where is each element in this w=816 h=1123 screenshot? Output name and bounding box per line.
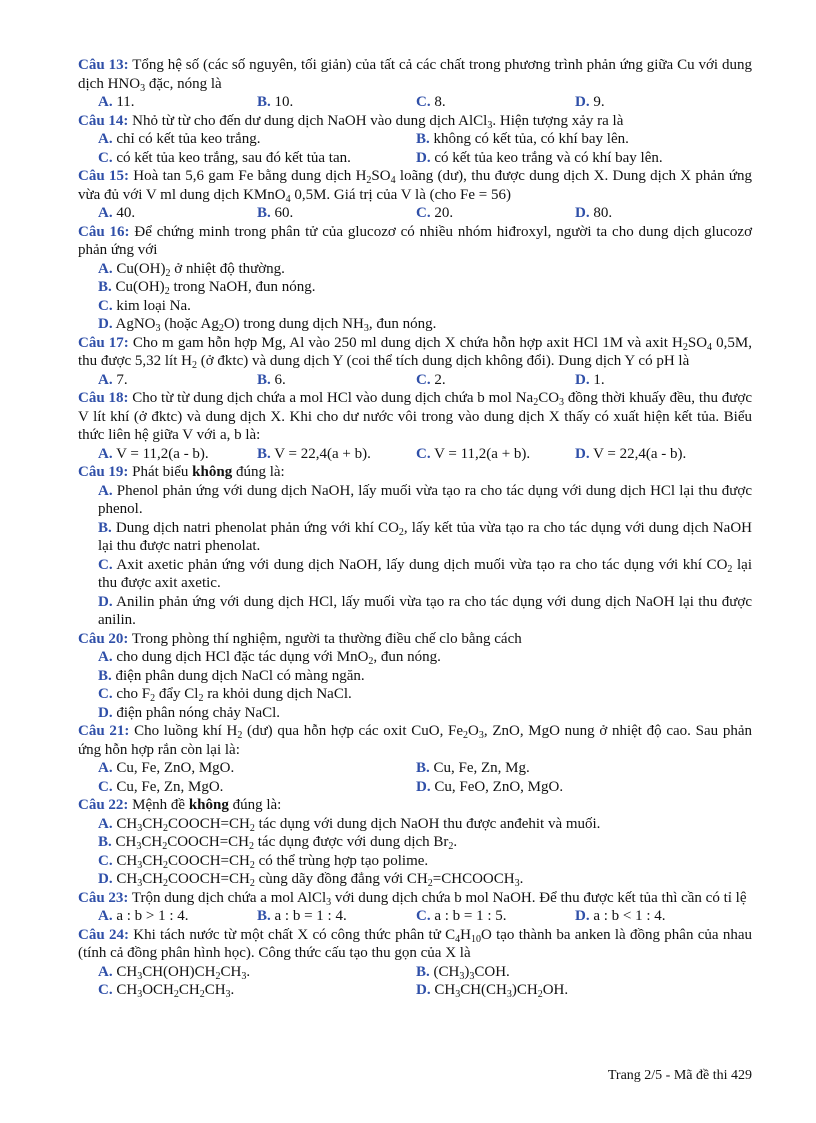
question-stem xyxy=(78,630,752,649)
option-letter: C. xyxy=(98,556,113,573)
option-d xyxy=(98,316,436,332)
question-16 xyxy=(78,223,752,334)
question-label: Câu 24: xyxy=(78,926,129,943)
question-text: Trong phòng thí nghiệm, người ta thường điều chế clo bằng cách xyxy=(128,630,522,647)
option-text: 2. xyxy=(430,371,446,388)
option-b xyxy=(416,130,734,149)
option-b xyxy=(416,759,734,778)
options-row xyxy=(78,519,752,556)
question-label: Câu 23: xyxy=(78,889,129,906)
page-footer: Trang 2/5 - Mã đề thi 429 xyxy=(607,1068,752,1083)
option-b xyxy=(257,445,416,464)
option-letter: D. xyxy=(98,704,113,721)
option-d xyxy=(416,778,734,797)
option-text: V = 22,4(a + b). xyxy=(270,445,371,462)
option-b xyxy=(98,668,365,684)
option-letter: A. xyxy=(98,908,113,924)
option-text: a : b < 1 : 4. xyxy=(589,908,666,924)
option-letter: B. xyxy=(98,667,112,684)
question-19 xyxy=(78,463,752,630)
options-row xyxy=(78,278,752,297)
question-24 xyxy=(78,926,752,1000)
option-letter: B. xyxy=(257,94,271,110)
option-d xyxy=(98,871,523,887)
option-text: Cu, Fe, Zn, Mg. xyxy=(429,760,530,776)
option-text: AgNO$_3$ (hoặc $Ag_2O$) trong dung dịch $NH_3$, đun nóng. xyxy=(112,316,437,334)
question-text: Khi tách nước từ một chất X có công thức phân tử $C_4H_{10}O$ tạo thành ba anken là đồng phân của nhau (tính cả đồng phân hình học). Công thức cấu tạo thu gọn của X là xyxy=(78,926,752,961)
options-row xyxy=(78,371,752,390)
question-stem xyxy=(78,112,752,131)
options-row xyxy=(78,556,752,593)
question-label: Câu 18: xyxy=(78,390,129,406)
option-text: V = 11,2(a - b). xyxy=(112,445,209,462)
option-c xyxy=(98,778,416,797)
option-text: Cu, FeO, ZnO, MgO. xyxy=(430,778,564,795)
question-14 xyxy=(78,112,752,168)
question-text: Phát biểu không đúng là: xyxy=(128,464,285,480)
options-row xyxy=(78,93,752,112)
option-letter: A. xyxy=(98,94,113,110)
option-letter: B. xyxy=(257,445,271,462)
option-letter: D. xyxy=(575,205,590,221)
option-letter: A. xyxy=(98,649,113,665)
option-c xyxy=(98,686,352,702)
option-d xyxy=(416,981,734,1000)
option-letter: D. xyxy=(575,371,590,388)
option-letter: B. xyxy=(416,963,430,980)
option-c xyxy=(416,93,575,112)
option-letter: B. xyxy=(416,760,430,776)
options-row xyxy=(78,315,752,334)
options-row xyxy=(78,759,752,778)
question-label: Câu 21: xyxy=(78,723,130,739)
options-row xyxy=(78,704,752,723)
question-text: Nhỏ từ từ cho đến dư dung dịch NaOH vào dung dịch AlCl$_3$. Hiện tượng xảy ra là xyxy=(128,112,624,131)
options-row xyxy=(78,685,752,704)
options-row xyxy=(78,981,752,1000)
option-text: Dung dịch natri phenolat phản ứng với khí $CO_2$, lấy kết tủa vừa tạo ra cho tác dụng với dung dịch NaOH lại thu được natri phenolat. xyxy=(98,519,752,554)
exam-page xyxy=(78,56,752,1000)
option-letter: A. xyxy=(98,260,113,277)
option-text: 1. xyxy=(589,371,605,388)
option-text: 8. xyxy=(430,94,446,110)
option-b xyxy=(257,204,416,223)
option-a xyxy=(98,445,257,464)
question-text: Trộn dung dịch chứa a mol AlCl$_3$ với dung dịch chứa b mol NaOH. Để thu được kết tủa thì cần có tỉ lệ xyxy=(128,889,747,908)
question-stem xyxy=(78,722,752,759)
option-letter: C. xyxy=(416,445,431,462)
option-letter: D. xyxy=(98,316,113,332)
option-text: 11. xyxy=(112,94,135,110)
option-letter: D. xyxy=(98,871,113,887)
options-row xyxy=(78,297,752,316)
option-letter: A. xyxy=(98,371,113,388)
question-label: Câu 16: xyxy=(78,223,130,240)
options-row xyxy=(78,204,752,223)
question-20 xyxy=(78,630,752,723)
option-b xyxy=(257,93,416,112)
option-letter: C. xyxy=(416,908,431,924)
question-15 xyxy=(78,167,752,223)
option-letter: A. xyxy=(98,760,113,776)
option-c xyxy=(98,149,416,168)
option-text: 80. xyxy=(589,205,613,221)
question-stem xyxy=(78,463,752,482)
option-letter: A. xyxy=(98,131,113,147)
option-a xyxy=(98,907,257,926)
option-text: 9. xyxy=(589,94,605,110)
option-c xyxy=(416,907,575,926)
option-text: kim loại Na. xyxy=(112,297,191,314)
option-text: cho $F_2$ đẩy $Cl_2$ ra khỏi dung dịch NaCl. xyxy=(112,686,352,704)
question-text: Cho từ từ dung dịch chứa a mol HCl vào dung dịch chứa b mol $Na_2CO_3$ đồng thời khuấy đều, thu được V lít khí (ở đktc) và dung dịch X. Khi cho dư nước vôi trong vào dung dịch X thấy có xuất hiện kết tủa. Biểu thức liên hệ giữa V với a, b là: xyxy=(78,390,752,443)
option-a xyxy=(98,963,416,982)
option-letter: A. xyxy=(98,445,113,462)
option-letter: C. xyxy=(98,778,113,795)
options-row xyxy=(78,907,752,926)
option-text: Phenol phản ứng với dung dịch NaOH, lấy muối vừa tạo ra cho tác dụng với dung dịch HCl lại thu được phenol. xyxy=(98,482,752,517)
option-text: có kết tủa keo trắng, sau đó kết tủa tan. xyxy=(112,149,351,166)
option-letter: D. xyxy=(575,94,590,110)
option-letter: D. xyxy=(416,778,431,795)
option-text: 20. xyxy=(430,205,454,221)
option-text: $CH_3CH_2COOCH=CH_2$ cùng dãy đồng đẳng với $CH_2=CHCOOCH_3$. xyxy=(112,871,524,889)
option-letter: B. xyxy=(257,371,271,388)
question-text: Hoà tan 5,6 gam Fe bằng dung dịch $H_2SO_4$ loãng (dư), thu được dung dịch X. Dung dịch X phản ứng vừa đủ với V ml dung dịch KMnO$_4$ 0,5M. Giá trị của V là (cho Fe = 56) xyxy=(78,168,752,205)
question-text: Cho m gam hỗn hợp Mg, Al vào 250 ml dung dịch X chứa hỗn hợp axit HCl 1M và axit $H_2SO_4$ 0,5M, thu được 5,32 lít $H_2$ (ở đktc) và dung dịch Y (coi thể tích dung dịch không đổi). Dung dịch Y có pH là xyxy=(78,334,752,371)
option-letter: D. xyxy=(416,149,431,166)
option-letter: C. xyxy=(416,371,431,388)
option-a xyxy=(98,649,441,665)
question-text: Tổng hệ số (các số nguyên, tối giản) của tất cả các chất trong phương trình phản ứng giữa Cu với dung dịch $HNO_3$ đặc, nóng là xyxy=(78,57,752,94)
option-a xyxy=(98,130,416,149)
option-c xyxy=(98,981,416,1000)
question-text: Mệnh đề không đúng là: xyxy=(128,797,282,813)
option-letter: B. xyxy=(98,279,112,295)
option-text: chỉ có kết tủa keo trắng. xyxy=(112,131,261,147)
option-b xyxy=(98,520,752,555)
question-text: Cho luồng khí $H_2$ (dư) qua hỗn hợp các oxit CuO, $Fe_2O_3$, ZnO, MgO nung ở nhiệt độ cao. Sau phản ứng hỗn hợp rắn còn lại là: xyxy=(78,723,752,758)
question-label: Câu 20: xyxy=(78,630,129,647)
option-c xyxy=(416,204,575,223)
option-text: a : b = 1 : 4. xyxy=(270,908,347,924)
option-text: 6. xyxy=(270,371,286,388)
option-d xyxy=(575,93,734,112)
option-letter: A. xyxy=(98,815,113,832)
option-text: $CH_3OCH_2CH_2CH_3$. xyxy=(112,982,235,1000)
option-text: $CH_3CH(CH_3)CH_2OH$. xyxy=(430,982,569,1000)
question-stem xyxy=(78,796,752,815)
option-letter: A. xyxy=(98,482,113,499)
option-letter: B. xyxy=(257,908,271,924)
option-text: $CH_3CH_2COOCH=CH_2$ tác dụng được với dung dịch $Br_2$. xyxy=(111,834,458,852)
options-row xyxy=(78,815,752,834)
option-b xyxy=(98,834,457,850)
option-letter: A. xyxy=(98,205,113,221)
option-text: $CH_3CH_2COOCH=CH_2$ có thể trùng hợp tạo polime. xyxy=(112,852,429,871)
question-label: Câu 13: xyxy=(78,57,129,73)
question-21 xyxy=(78,722,752,796)
question-stem xyxy=(78,223,752,260)
options-row xyxy=(78,130,752,149)
option-text: V = 22,4(a - b). xyxy=(589,445,687,462)
question-label: Câu 15: xyxy=(78,168,129,184)
options-row xyxy=(78,445,752,464)
option-c xyxy=(416,371,575,390)
options-row xyxy=(78,593,752,630)
option-b xyxy=(416,963,734,982)
option-letter: C. xyxy=(98,686,113,702)
options-row xyxy=(78,149,752,168)
option-text: điện phân nóng chảy NaCl. xyxy=(112,704,281,721)
option-a xyxy=(98,93,257,112)
option-text: $CH_3CH_2COOCH=CH_2$ tác dụng với dung dịch NaOH thu được anđehit và muối. xyxy=(112,815,601,834)
option-letter: D. xyxy=(98,593,113,610)
question-label: Câu 19: xyxy=(78,464,129,480)
question-22 xyxy=(78,796,752,889)
option-d xyxy=(575,445,734,464)
option-letter: C. xyxy=(98,149,113,166)
option-d xyxy=(98,705,280,721)
option-c xyxy=(416,445,575,464)
options-row xyxy=(78,833,752,852)
option-c xyxy=(98,298,191,314)
option-a xyxy=(98,483,752,518)
option-letter: B. xyxy=(257,205,271,221)
question-stem xyxy=(78,334,752,371)
question-label: Câu 14: xyxy=(78,112,129,129)
option-letter: C. xyxy=(98,297,113,314)
option-text: Cu, Fe, Zn, MgO. xyxy=(112,778,224,795)
option-c xyxy=(98,557,752,592)
options-row xyxy=(78,667,752,686)
options-row xyxy=(78,963,752,982)
question-18 xyxy=(78,389,752,463)
option-text: 40. xyxy=(112,205,136,221)
option-text: V = 11,2(a + b). xyxy=(430,445,531,462)
question-stem xyxy=(78,167,752,204)
option-d xyxy=(575,204,734,223)
options-row xyxy=(78,778,752,797)
option-letter: C. xyxy=(416,94,431,110)
option-b xyxy=(257,371,416,390)
option-text: $Cu(OH)_2$ trong NaOH, đun nóng. xyxy=(111,279,316,297)
option-text: $Cu(OH)_2$ ở nhiệt độ thường. xyxy=(112,260,285,279)
options-row xyxy=(78,648,752,667)
option-letter: C. xyxy=(98,982,113,998)
option-letter: C. xyxy=(98,852,113,869)
option-d xyxy=(575,371,734,390)
option-b xyxy=(98,279,316,295)
question-17 xyxy=(78,334,752,390)
question-stem xyxy=(78,56,752,93)
option-text: $(CH_3)_3COH$. xyxy=(429,963,510,982)
option-letter: A. xyxy=(98,963,113,980)
question-label: Câu 17: xyxy=(78,334,129,351)
option-text: $CH_3CH(OH)CH_2CH_3$. xyxy=(112,963,251,982)
option-b xyxy=(257,907,416,926)
option-text: Cu, Fe, ZnO, MgO. xyxy=(112,760,235,776)
options-row xyxy=(78,870,752,889)
option-a xyxy=(98,759,416,778)
option-letter: B. xyxy=(98,519,112,536)
question-stem xyxy=(78,926,752,963)
option-d xyxy=(575,907,734,926)
option-text: 7. xyxy=(112,371,128,388)
option-letter: B. xyxy=(98,834,112,850)
question-13 xyxy=(78,56,752,112)
option-letter: C. xyxy=(416,205,431,221)
option-c xyxy=(98,853,428,869)
option-text: cho dung dịch HCl đặc tác dụng với MnO$_2$, đun nóng. xyxy=(112,649,441,667)
question-label: Câu 22: xyxy=(78,797,129,813)
question-23 xyxy=(78,889,752,926)
option-letter: D. xyxy=(575,908,590,924)
option-text: không có kết tủa, có khí bay lên. xyxy=(429,131,629,147)
option-a xyxy=(98,261,285,277)
options-row xyxy=(78,482,752,519)
question-stem xyxy=(78,889,752,908)
question-text: Để chứng minh trong phân tử của glucozơ có nhiều nhóm hiđroxyl, người ta cho dung dịch glucozơ phản ứng với xyxy=(78,223,752,258)
option-text: a : b > 1 : 4. xyxy=(112,908,189,924)
options-row xyxy=(78,260,752,279)
option-text: 10. xyxy=(270,94,294,110)
option-text: 60. xyxy=(270,205,294,221)
option-text: a : b = 1 : 5. xyxy=(430,908,507,924)
option-letter: D. xyxy=(416,982,431,998)
option-letter: D. xyxy=(575,445,590,462)
option-a xyxy=(98,204,257,223)
option-letter: B. xyxy=(416,131,430,147)
option-text: có kết tủa keo trắng và có khí bay lên. xyxy=(430,149,663,166)
option-d xyxy=(98,594,752,629)
option-a xyxy=(98,371,257,390)
option-d xyxy=(416,149,734,168)
option-text: Axit axetic phản ứng với dung dịch NaOH, lấy dung dịch muối vừa tạo ra cho tác dụng với khí $CO_2$ lại thu được axit axetic. xyxy=(98,556,752,591)
question-stem xyxy=(78,389,752,445)
options-row xyxy=(78,852,752,871)
option-text: Anilin phản ứng với dung dịch HCl, lấy muối vừa tạo ra cho tác dụng với dung dịch NaOH lại thu được anilin. xyxy=(98,593,752,628)
option-text: điện phân dung dịch NaCl có màng ngăn. xyxy=(111,667,365,684)
option-a xyxy=(98,816,600,832)
